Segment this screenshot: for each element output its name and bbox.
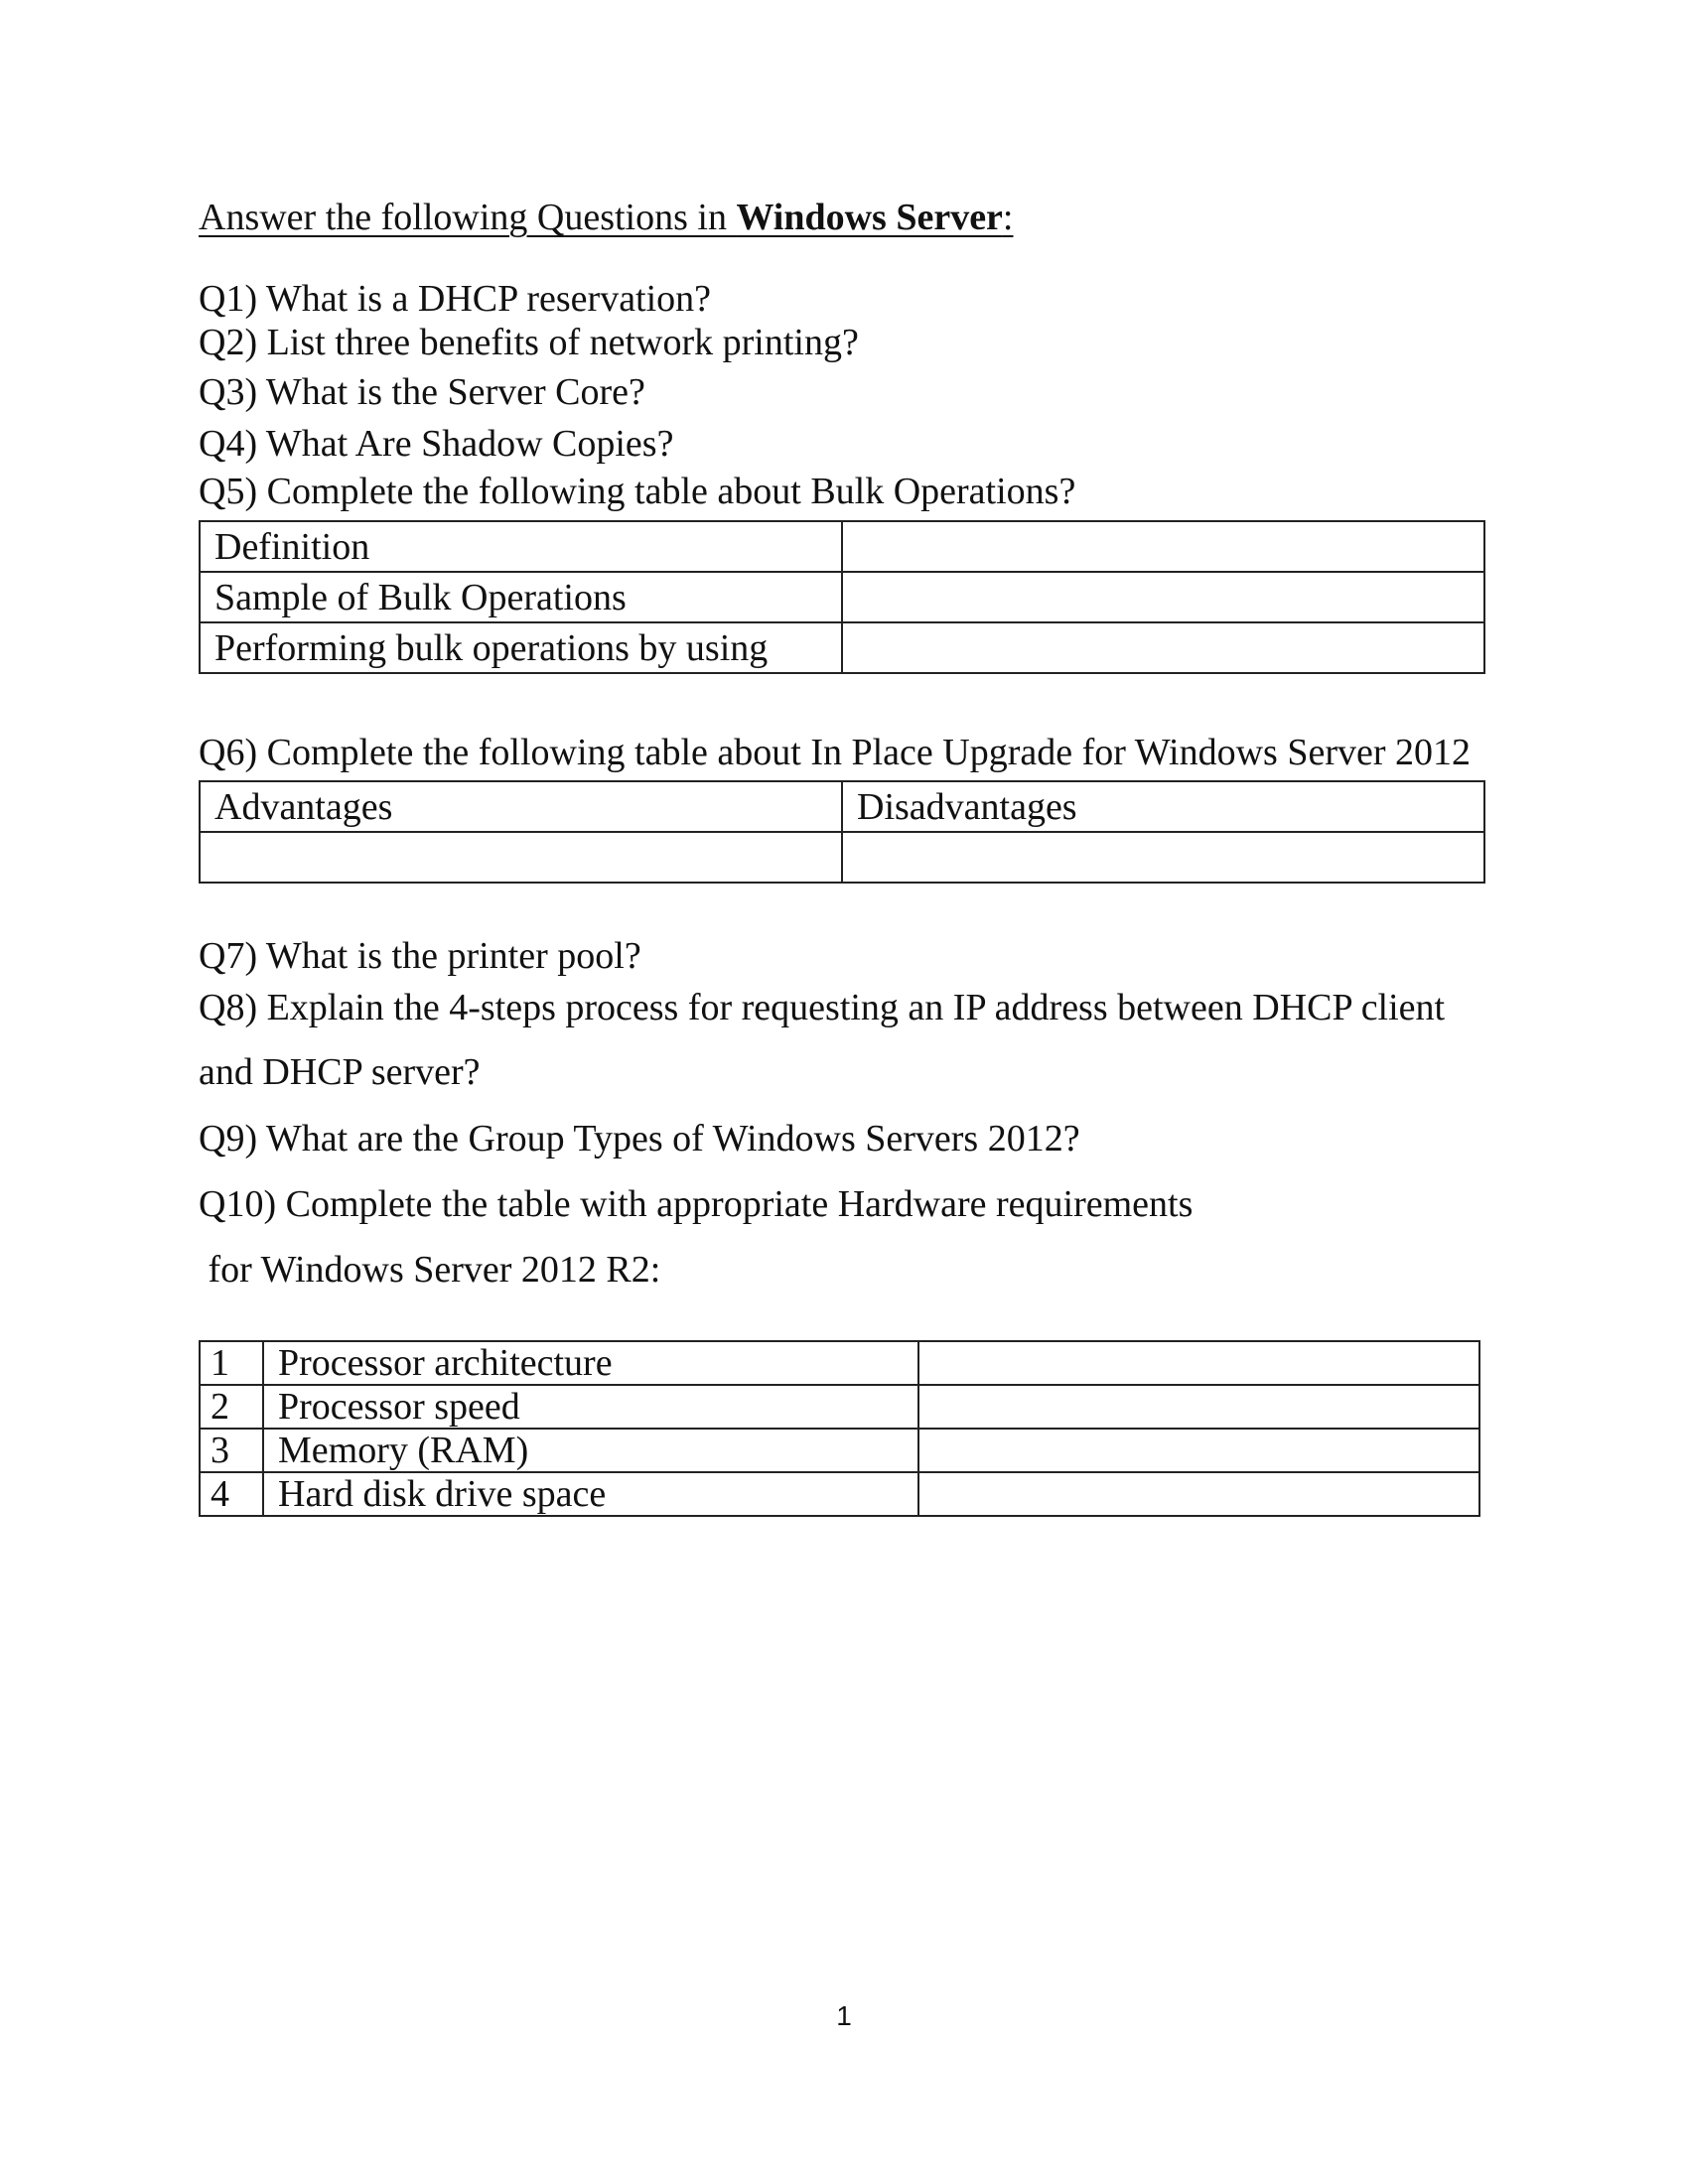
heading-suffix: :	[1002, 197, 1014, 238]
hw-row-number: 1	[200, 1341, 263, 1385]
page-number: 1	[836, 2000, 852, 2031]
hw-row-number: 2	[200, 1385, 263, 1429]
question-1: Q1) What is a DHCP reservation?	[199, 278, 712, 320]
question-10-line-2: for Windows Server 2012 R2:	[199, 1249, 661, 1291]
table-row	[200, 1341, 1479, 1385]
bulk-operations-table	[199, 520, 1485, 674]
table-row	[200, 622, 1484, 673]
hw-row-answer-cell[interactable]	[918, 1429, 1479, 1472]
heading-bold: Windows Server	[736, 197, 1003, 238]
question-2: Q2) List three benefits of network printing?	[199, 322, 859, 363]
question-8-line-2: and DHCP server?	[199, 1051, 481, 1093]
disadvantages-answer-cell[interactable]	[842, 832, 1484, 883]
page-heading	[199, 197, 1013, 240]
table-row	[200, 1472, 1479, 1516]
table-row	[200, 521, 1484, 572]
table-row	[200, 572, 1484, 622]
bulk-row-answer-cell[interactable]	[842, 622, 1484, 673]
hw-row-label: Hard disk drive space	[263, 1472, 918, 1516]
hw-row-answer-cell[interactable]	[918, 1341, 1479, 1385]
question-3: Q3) What is the Server Core?	[199, 371, 645, 413]
in-place-upgrade-table	[199, 780, 1485, 884]
table-row	[200, 832, 1484, 883]
question-7: Q7) What is the printer pool?	[199, 935, 641, 977]
hw-row-answer-cell[interactable]	[918, 1472, 1479, 1516]
advantages-answer-cell[interactable]	[200, 832, 842, 883]
hw-row-label: Memory (RAM)	[263, 1429, 918, 1472]
question-8-line-1: Q8) Explain the 4-steps process for requesting an IP address between DHCP client	[199, 987, 1446, 1028]
hardware-requirements-table	[199, 1340, 1480, 1517]
table-row	[200, 1429, 1479, 1472]
hw-row-number: 3	[200, 1429, 263, 1472]
table-row	[200, 1385, 1479, 1429]
question-6: Q6) Complete the following table about In Place Upgrade for Windows Server 2012	[199, 732, 1472, 773]
advantages-header: Advantages	[200, 781, 842, 832]
question-4: Q4) What Are Shadow Copies?	[199, 423, 674, 465]
question-5: Q5) Complete the following table about Bulk Operations?	[199, 471, 1076, 512]
bulk-row-label: Definition	[200, 521, 842, 572]
heading-prefix: Answer the following Questions in	[199, 197, 737, 238]
hw-row-label: Processor architecture	[263, 1341, 918, 1385]
disadvantages-header: Disadvantages	[842, 781, 1484, 832]
question-9: Q9) What are the Group Types of Windows Servers 2012?	[199, 1118, 1080, 1160]
bulk-row-label: Sample of Bulk Operations	[200, 572, 842, 622]
question-10-line-1: Q10) Complete the table with appropriate Hardware requirements	[199, 1183, 1194, 1225]
table-row	[200, 781, 1484, 832]
hw-row-answer-cell[interactable]	[918, 1385, 1479, 1429]
hw-row-number: 4	[200, 1472, 263, 1516]
bulk-row-answer-cell[interactable]	[842, 572, 1484, 622]
bulk-row-answer-cell[interactable]	[842, 521, 1484, 572]
bulk-row-label: Performing bulk operations by using	[200, 622, 842, 673]
hw-row-label: Processor speed	[263, 1385, 918, 1429]
